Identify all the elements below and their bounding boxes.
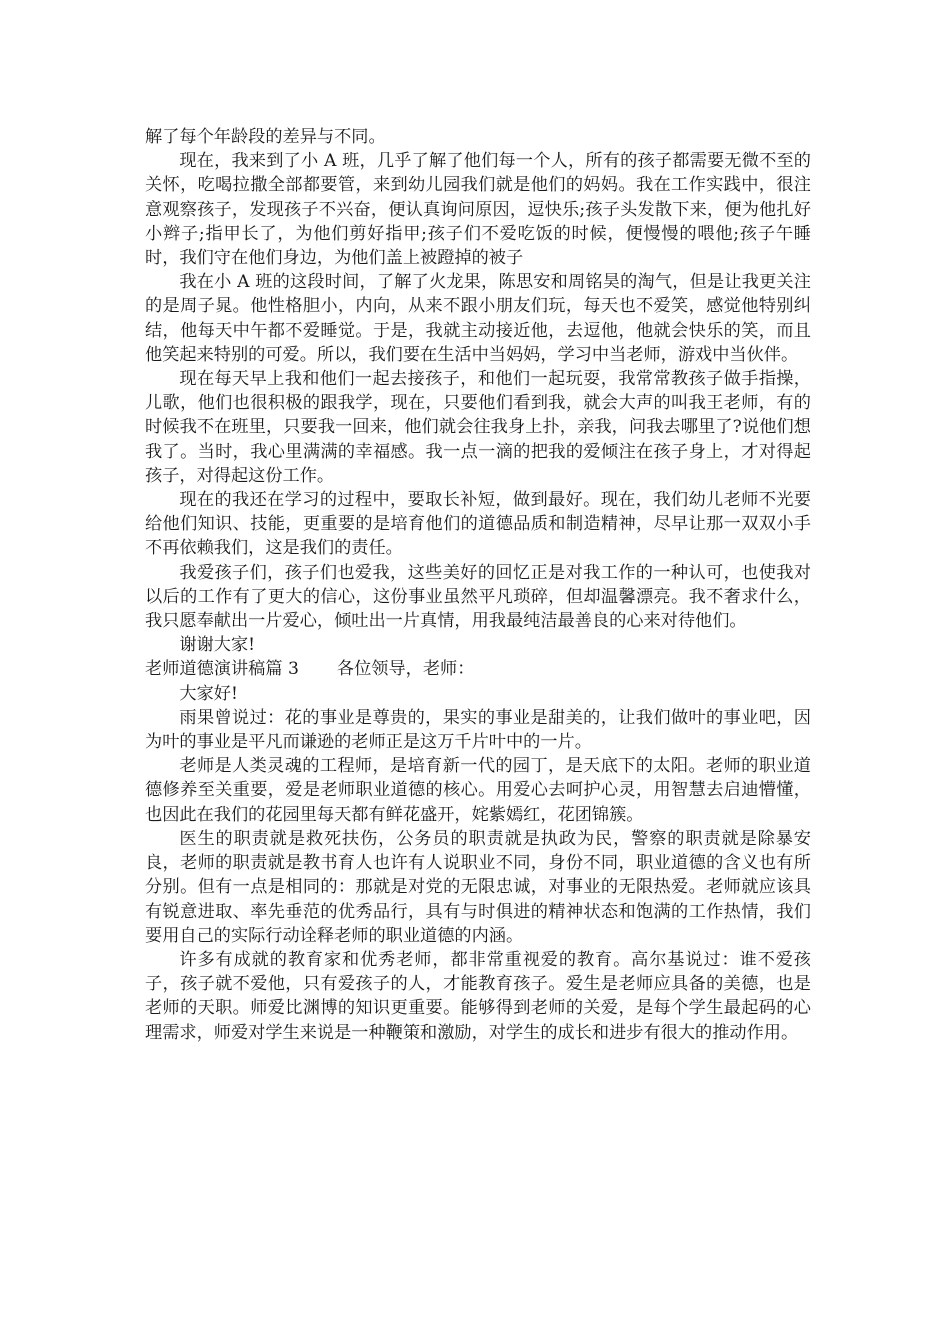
section-heading: 老师道德演讲稿篇 3: [145, 659, 299, 680]
paragraph: 许多有成就的教育家和优秀老师，都非常重视爱的教育。高尔基说过：谁不爱孩子，孩子就不爱他，只有爱孩子的人，才能教育孩子。爱生是老师应具备的美德，也是老师的天职。师爱比渊博的知识更重要。能够得到老师的关爱，是每个学生最起码的心理需求，师爱对学生来说是一种鞭策和激励，对学生的成长和进步有很大的推动作用。: [145, 949, 811, 1043]
paragraph: 现在的我还在学习的过程中，要取长补短，做到最好。现在，我们幼儿老师不光要给他们知识、技能，更重要的是培育他们的道德品质和制造精神，尽早让那一双双小手不再依赖我们，这是我们的责任。: [145, 490, 811, 559]
salutation: 各位领导，老师：: [336, 659, 475, 680]
section-title: [145, 657, 811, 681]
paragraph: 我爱孩子们，孩子们也爱我，这些美好的回忆正是对我工作的一种认可，也使我对以后的工作有了更大的信心，这份事业虽然平凡琐碎，但却温馨漂亮。我不奢求什么，我只愿奉献出一片爱心，倾吐出一片真情，用我最纯洁最善良的心来对待他们。: [145, 562, 811, 632]
paragraph: 现在每天早上我和他们一起去接孩子，和他们一起玩耍，我常常教孩子做手指操，儿歌，他们也很积极的跟我学，现在，只要他们看到我，就会大声的叫我王老师，有的时候我不在班里，只要我一回来，他们就会往我身上扑，亲我，问我去哪里了?说他们想我了。当时，我心里满满的幸福感。我一点一滴的把我的爱倾注在孩子身上，才对得起孩子，对得起这份工作。: [145, 369, 811, 486]
document-body: [145, 125, 811, 1045]
paragraph: 谢谢大家!: [179, 635, 256, 656]
paragraph: 雨果曾说过：花的事业是尊贵的，果实的事业是甜美的，让我们做叶的事业吧，因为叶的事业是平凡而谦逊的老师正是这万千片叶中的一片。: [145, 707, 811, 753]
paragraph: 医生的职责就是救死扶伤，公务员的职责就是执政为民，警察的职责就是除暴安良，老师的职责就是教书育人也许有人说职业不同，身份不同，职业道德的含义也有所分别。但有一点是相同的：那就是对党的无限忠诚，对事业的无限热爱。老师就应该具有锐意进取、率先垂范的优秀品行，具有与时俱进的精神状态和饱满的工作热情，我们要用自己的实际行动诠释老师的职业道德的内涵。: [145, 828, 811, 946]
paragraph: 大家好!: [179, 683, 238, 704]
paragraph: 我在小 A 班的这段时间，了解了火龙果，陈思安和周铭昊的淘气，但是让我更关注的是周子晁。他性格胆小，内向，从来不跟小朋友们玩，每天也不爱笑，感觉他特别纠结，他每天中午都不爱睡觉。于是，我就主动接近他，去逗他，他就会快乐的笑，而且他笑起来特别的可爱。所以，我们要在生活中当妈妈，学习中当老师，游戏中当伙伴。: [145, 272, 811, 365]
paragraph: 老师是人类灵魂的工程师，是培育新一代的园丁，是天底下的太阳。老师的职业道德修养至关重要，爱是老师职业道德的核心。用爱心去呵护心灵，用智慧去启迪懵懂，也因此在我们的花园里每天都有鲜花盛开，姹紫嫣红，花团锦簇。: [145, 756, 811, 825]
paragraph: 解了每个年龄段的差异与不同。: [145, 127, 386, 147]
paragraph: 现在，我来到了小 A 班，几乎了解了他们每一个人，所有的孩子都需要无微不至的关怀，吃喝拉撒全部都要管，来到幼儿园我们就是他们的妈妈。我在工作实践中，很注意观察孩子，发现孩子不兴奋，便认真询问原因，逗快乐;孩子头发散下来，便为他扎好小辫子;指甲长了，为他们剪好指甲;孩子们不爱吃饭的时候，便慢慢的喂他;孩子午睡时，我们守在他们身边，为他们盖上被蹬掉的被子: [145, 151, 811, 269]
